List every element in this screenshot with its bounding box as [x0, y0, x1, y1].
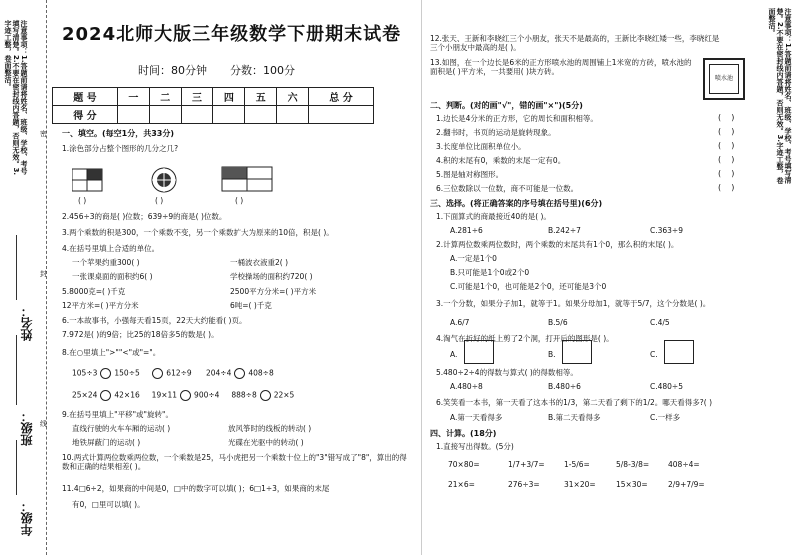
figure-a-shade — [87, 169, 102, 180]
name-label: 姓名： — [20, 305, 34, 341]
judge-5: 5.图是轴对称图形。 — [436, 170, 504, 179]
section-3-heading: 三、选择。(将正确答案的序号填在括号里)(6分) — [430, 199, 603, 208]
section-1-heading: 一、填空。(每空1分，共33分) — [62, 129, 175, 138]
choice-1-b[interactable]: B.242÷7 — [548, 226, 581, 235]
choice-3-a[interactable]: A.6/7 — [450, 318, 470, 327]
class-label: 班级： — [20, 410, 34, 446]
choice-3: 3.一个分数，如果分子加1，就等于1。如果分母加1，就等于5/7，这个分数是( )。 — [436, 299, 711, 308]
calc-intro: 1.直接写出得数。(5分) — [436, 442, 514, 451]
choice-6: 6.笑笑看一本书，第一天看了这本书的1/3，第二天看了剩下的1/2。哪天看得多?( ) — [436, 398, 713, 407]
compare-circle[interactable] — [100, 390, 111, 401]
question-1: 1.涂色部分占整个图形的几分之几? — [62, 144, 179, 153]
name-line — [16, 235, 17, 300]
score-cell[interactable] — [117, 106, 149, 124]
q8-row-2 — [72, 390, 294, 401]
compare-circle[interactable] — [180, 390, 191, 401]
judge-answer-3[interactable]: ( ) — [718, 141, 735, 150]
question-2: 2.456÷3的商是( )位数；639÷9的商是( )位数。 — [62, 212, 227, 221]
calc-1-4[interactable]: 5/8-3/8= — [616, 460, 650, 469]
score-label: 分数：100分 — [230, 64, 295, 77]
question-5c: 12平方米=( )平方分米 — [62, 301, 139, 310]
compare-circle[interactable] — [234, 368, 245, 379]
q8-item: 22×5 — [273, 390, 295, 400]
compare-circle[interactable] — [260, 390, 271, 401]
column-divider — [421, 0, 422, 555]
question-9c: 地铁屏蔽门的运动( ) — [72, 438, 141, 447]
judge-answer-2[interactable]: ( ) — [718, 127, 735, 136]
choice-5: 5.480÷2÷4的得数与算式( )的得数相等。 — [436, 368, 578, 377]
choice-3-c[interactable]: C.4/5 — [650, 318, 670, 327]
q8-item: 42×16 — [114, 390, 140, 400]
choice-2-a[interactable]: A.一定是1个0 — [450, 254, 497, 263]
compare-circle[interactable] — [100, 368, 111, 379]
judge-answer-6[interactable]: ( ) — [718, 183, 735, 192]
question-13: 13.如图，在一个边长是6米的正方形喷水池的周围铺上1米宽的方砖，喷水池的面积是( )平方米，一共要用( )块方砖。 — [430, 58, 692, 76]
col-6: 六 — [277, 88, 309, 106]
score-cell[interactable] — [277, 106, 309, 124]
question-9d: 光碟在光驱中的转动( ) — [228, 438, 304, 447]
q8-item: 612÷9 — [166, 368, 192, 378]
question-10: 10.两式计算两位数乘两位数，一个乘数是25，马小虎把另一个乘数十位上的"3"错写成了"8"，算出的得数和正确的结果相差( )。 — [62, 453, 407, 471]
question-5a: 5.8000克=( )千克 — [62, 287, 126, 296]
figure-c-shade — [222, 167, 247, 179]
calc-1-2[interactable]: 1/7+3/7= — [508, 460, 545, 469]
class-line — [16, 335, 17, 405]
choice-2-b[interactable]: B.只可能是1个0或2个0 — [450, 268, 530, 277]
choice-4-b[interactable]: B. — [548, 350, 556, 359]
q1-blank-a[interactable]: ( ) — [78, 196, 87, 205]
right-edge-notice: 注意事项：1.答题前请将姓名、班级、学校、考号填写清楚。2.不要在密封线内答题，否则无效。3.字迹工整，卷面整洁。 — [768, 8, 792, 185]
choice-3-b[interactable]: B.5/6 — [548, 318, 568, 327]
question-12: 12.张天、王新和李晓红三个小朋友，张天不是最高的，王新比李晓红矮一些，李晓红是三个小朋友中最高的是( )。 — [430, 34, 720, 52]
question-7: 7.972是( )的9倍；比25的18倍多5的数是( )。 — [62, 330, 219, 339]
calc-1-1[interactable]: 70×80= — [448, 460, 480, 469]
judge-answer-5[interactable]: ( ) — [718, 169, 735, 178]
fraction-figures — [72, 165, 282, 195]
score-table — [52, 87, 374, 124]
col-2: 二 — [149, 88, 181, 106]
col-4: 四 — [213, 88, 245, 106]
notice-text: 注意事项：1.答题前请将姓名、班级、学校、考号填写清楚。2.不要在密封线内答题，否则无效。3.字迹工整，卷面整洁。 — [4, 20, 28, 176]
choice-2-c[interactable]: C.可能是1个0，也可能是2个0，还可能是3个0 — [450, 282, 607, 291]
calc-2-1[interactable]: 21×6= — [448, 480, 475, 489]
exam-title: 2024北师大版三年级数学下册期末试卷 — [62, 24, 402, 45]
cut-paper-figure-b — [562, 340, 592, 364]
judge-3: 3.长度单位比面积单位小。 — [436, 142, 526, 151]
score-cell[interactable] — [309, 106, 374, 124]
choice-5-c[interactable]: C.480÷5 — [650, 382, 683, 391]
section-4-heading: 四、计算。(18分) — [430, 429, 497, 438]
calc-2-5[interactable]: 2/9+7/9= — [668, 480, 705, 489]
calc-1-5[interactable]: 408÷4= — [668, 460, 700, 469]
choice-4-c[interactable]: C. — [650, 350, 658, 359]
grade-line — [16, 440, 17, 495]
judge-1: 1.边长是4分米的正方形，它的周长和面积相等。 — [436, 114, 598, 123]
choice-4-a[interactable]: A. — [450, 350, 458, 359]
calc-2-2[interactable]: 276÷3= — [508, 480, 540, 489]
col-total: 总 分 — [309, 88, 374, 106]
q8-item: 105÷3 — [72, 368, 98, 378]
question-11a: 11.4□6÷2，如果商的中间是0，□中的数字可以填( )；6□1÷3，如果商的末尾 — [62, 484, 330, 493]
seal-mark-3: 线 — [40, 420, 47, 428]
col-5: 五 — [245, 88, 277, 106]
question-5d: 6吨=( )千克 — [230, 301, 272, 310]
question-5b: 2500平方分米=( )平方米 — [230, 287, 317, 296]
score-cell[interactable] — [213, 106, 245, 124]
col-3: 三 — [181, 88, 213, 106]
row-header-number: 题 号 — [53, 88, 118, 106]
col-1: 一 — [117, 88, 149, 106]
calc-2-3[interactable]: 31×20= — [564, 480, 596, 489]
section-2-heading: 二、判断。(对的画"√"，错的画"×")(5分) — [430, 101, 583, 110]
grade-label: 年级： — [20, 500, 34, 536]
cut-paper-figure-c — [664, 340, 694, 364]
question-9a: 直线行驶的火车车厢的运动( ) — [72, 424, 171, 433]
q8-item: 25×24 — [72, 390, 98, 400]
q8-row-1 — [72, 368, 274, 379]
question-9: 9.在括号里填上"平移"或"旋转"。 — [62, 410, 173, 419]
time-label: 时间：80分钟 — [138, 64, 207, 77]
choice-5-a[interactable]: A.480÷8 — [450, 382, 483, 391]
question-11b: 有0，□里可以填( )。 — [72, 500, 145, 509]
q1-blank-c[interactable]: ( ) — [235, 196, 244, 205]
question-4b: 一桶波衣液重2( ) — [230, 258, 289, 267]
judge-answer-1[interactable]: ( ) — [718, 113, 735, 122]
question-9b: 放风筝时的线板的转动( ) — [228, 424, 312, 433]
judge-2: 2.翻书时，书页的运动是旋转现象。 — [436, 128, 556, 137]
question-8: 8.在○里填上">""<"或"="。 — [62, 348, 161, 357]
score-cell[interactable] — [245, 106, 277, 124]
binding-sidebar — [0, 0, 47, 555]
row-header-score: 得 分 — [53, 106, 118, 124]
question-6: 6.一本故事书，小强每天看15页，22天大约能看( )页。 — [62, 316, 247, 325]
choice-6-a[interactable]: A.第一天看得多 — [450, 413, 503, 422]
q8-item: 150÷5 — [114, 368, 140, 378]
seal-mark-1: 密 — [40, 130, 47, 138]
calc-1-3[interactable]: 1-5/6= — [564, 460, 590, 469]
q1-blank-b[interactable]: ( ) — [155, 196, 164, 205]
choice-6-c[interactable]: C.一样多 — [650, 413, 681, 422]
judge-4: 4.积的末尾有0，乘数的末尾一定有0。 — [436, 156, 566, 165]
judge-6: 6.三位数除以一位数，商不可能是一位数。 — [436, 184, 579, 193]
choice-1: 1.下面算式的商最接近40的是( )。 — [436, 212, 551, 221]
question-4d: 学校操场的面积约720( ) — [230, 272, 313, 281]
choice-6-b[interactable]: B.第二天看得多 — [548, 413, 601, 422]
choice-4: 4.淘气在折好的纸上剪了2个洞，打开后的图形是( )。 — [436, 334, 614, 343]
q8-item: 204÷4 — [205, 368, 232, 378]
q8-item: 19×11 — [151, 390, 178, 400]
q8-item: 888÷8 — [231, 390, 257, 400]
q8-item: 900÷4 — [194, 390, 220, 400]
choice-2: 2.计算两位数乘两位数时，两个乘数的末尾共有1个0，那么积的末尾( )。 — [436, 240, 679, 249]
fountain-figure — [703, 58, 745, 100]
compare-circle[interactable] — [152, 368, 163, 379]
judge-answer-4[interactable]: ( ) — [718, 155, 735, 164]
choice-1-a[interactable]: A.281÷6 — [450, 226, 483, 235]
calc-2-4[interactable]: 15×30= — [616, 480, 648, 489]
question-3: 3.两个乘数的积是300，一个乘数不变，另一个乘数扩大为原来的10倍，积是( )。 — [62, 228, 334, 237]
question-4: 4.在括号里填上合适的单位。 — [62, 244, 160, 253]
q8-item: 408÷8 — [248, 368, 274, 378]
seal-mark-2: 封 — [40, 270, 47, 278]
score-cell[interactable] — [181, 106, 213, 124]
cut-paper-figure-a — [464, 340, 494, 364]
fountain-label: 喷水池 — [709, 64, 739, 94]
question-4a: 一个苹果约重300( ) — [72, 258, 140, 267]
choice-5-b[interactable]: B.480÷6 — [548, 382, 581, 391]
score-cell[interactable] — [149, 106, 181, 124]
question-4c: 一张课桌面的面积约6( ) — [72, 272, 153, 281]
choice-1-c[interactable]: C.363÷9 — [650, 226, 683, 235]
